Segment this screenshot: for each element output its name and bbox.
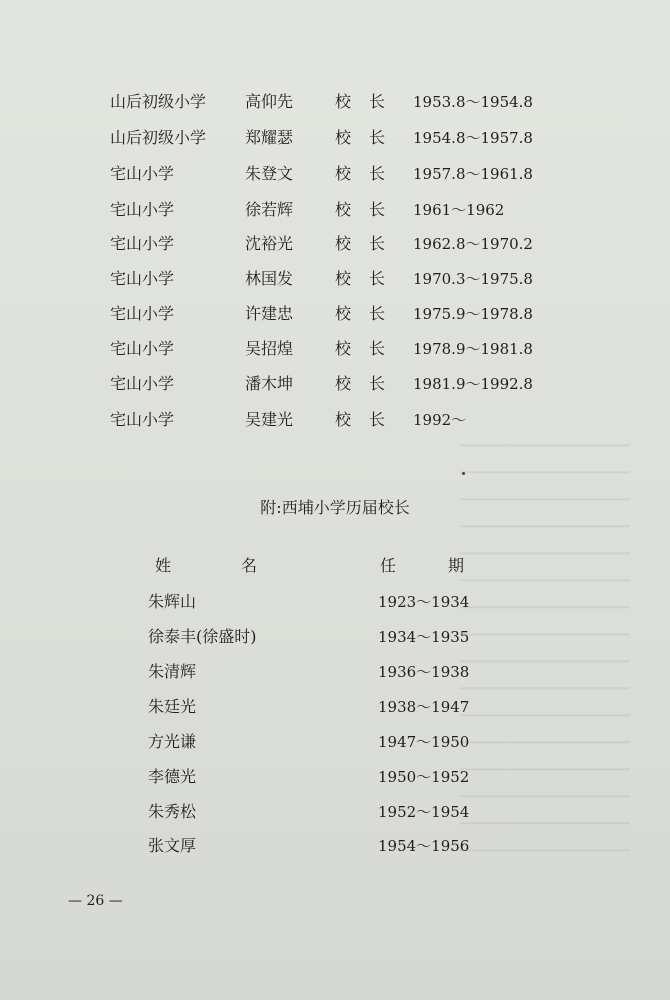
- name-cell: 吴建光: [245, 410, 294, 429]
- term-cell: 1970.3～1975.8: [413, 270, 533, 288]
- title-cell: 校长: [335, 200, 404, 219]
- term-cell: 1954～1956: [378, 837, 470, 855]
- term-cell: 1992～: [413, 411, 467, 429]
- name-cell: 吴招煌: [245, 339, 294, 358]
- school-cell: 宅山小学: [110, 164, 175, 183]
- term-cell: 1952～1954: [378, 803, 470, 821]
- title-cell: 校长: [335, 304, 404, 323]
- school-cell: 宅山小学: [110, 339, 175, 358]
- name-cell: 郑耀瑟: [245, 128, 294, 147]
- page-number: — 26 —: [68, 893, 123, 909]
- title-cell: 校长: [335, 164, 404, 183]
- name-cell: 方光谦: [148, 732, 197, 751]
- name-cell: 徐泰丰(徐盛时): [148, 627, 257, 646]
- appendix-title: 附:西埔小学历届校长: [260, 498, 410, 517]
- school-cell: 宅山小学: [110, 269, 175, 288]
- name-cell: 朱登文: [245, 164, 294, 183]
- header-term: 任期: [380, 556, 517, 575]
- term-cell: 1962.8～1970.2: [413, 235, 533, 253]
- term-cell: 1950～1952: [378, 768, 470, 786]
- term-cell: 1938～1947: [378, 698, 470, 716]
- title-cell: 校长: [335, 339, 404, 358]
- ink-dot: [462, 472, 465, 475]
- school-cell: 宅山小学: [110, 200, 175, 219]
- school-cell: 山后初级小学: [110, 128, 207, 147]
- term-cell: 1923～1934: [378, 593, 470, 611]
- name-cell: 张文厚: [148, 836, 197, 855]
- school-cell: 宅山小学: [110, 234, 175, 253]
- name-cell: 朱辉山: [148, 592, 197, 611]
- term-cell: 1936～1938: [378, 663, 470, 681]
- term-cell: 1961～1962: [413, 201, 505, 219]
- title-cell: 校长: [335, 234, 404, 253]
- term-cell: 1957.8～1961.8: [413, 165, 533, 183]
- term-cell: 1954.8～1957.8: [413, 129, 533, 147]
- name-cell: 朱廷光: [148, 697, 197, 716]
- name-cell: 林国发: [245, 269, 294, 288]
- school-cell: 宅山小学: [110, 410, 175, 429]
- term-cell: 1953.8～1954.8: [413, 93, 533, 111]
- name-cell: 徐若辉: [245, 200, 294, 219]
- name-cell: 许建忠: [245, 304, 294, 323]
- name-cell: 朱秀松: [148, 802, 197, 821]
- name-cell: 李德光: [148, 767, 197, 786]
- title-cell: 校长: [335, 374, 404, 393]
- name-cell: 潘木坤: [245, 374, 294, 393]
- term-cell: 1981.9～1992.8: [413, 375, 533, 393]
- name-cell: 朱清辉: [148, 662, 197, 681]
- header-name: 姓名: [155, 556, 328, 575]
- term-cell: 1947～1950: [378, 733, 470, 751]
- school-cell: 宅山小学: [110, 304, 175, 323]
- title-cell: 校长: [335, 92, 404, 111]
- term-cell: 1934～1935: [378, 628, 470, 646]
- title-cell: 校长: [335, 269, 404, 288]
- name-cell: 高仰先: [245, 92, 294, 111]
- school-cell: 宅山小学: [110, 374, 175, 393]
- name-cell: 沈裕光: [245, 234, 294, 253]
- title-cell: 校长: [335, 410, 404, 429]
- title-cell: 校长: [335, 128, 404, 147]
- bleed-through-shadow: [460, 420, 630, 860]
- term-cell: 1978.9～1981.8: [413, 340, 533, 358]
- school-cell: 山后初级小学: [110, 92, 207, 111]
- term-cell: 1975.9～1978.8: [413, 305, 533, 323]
